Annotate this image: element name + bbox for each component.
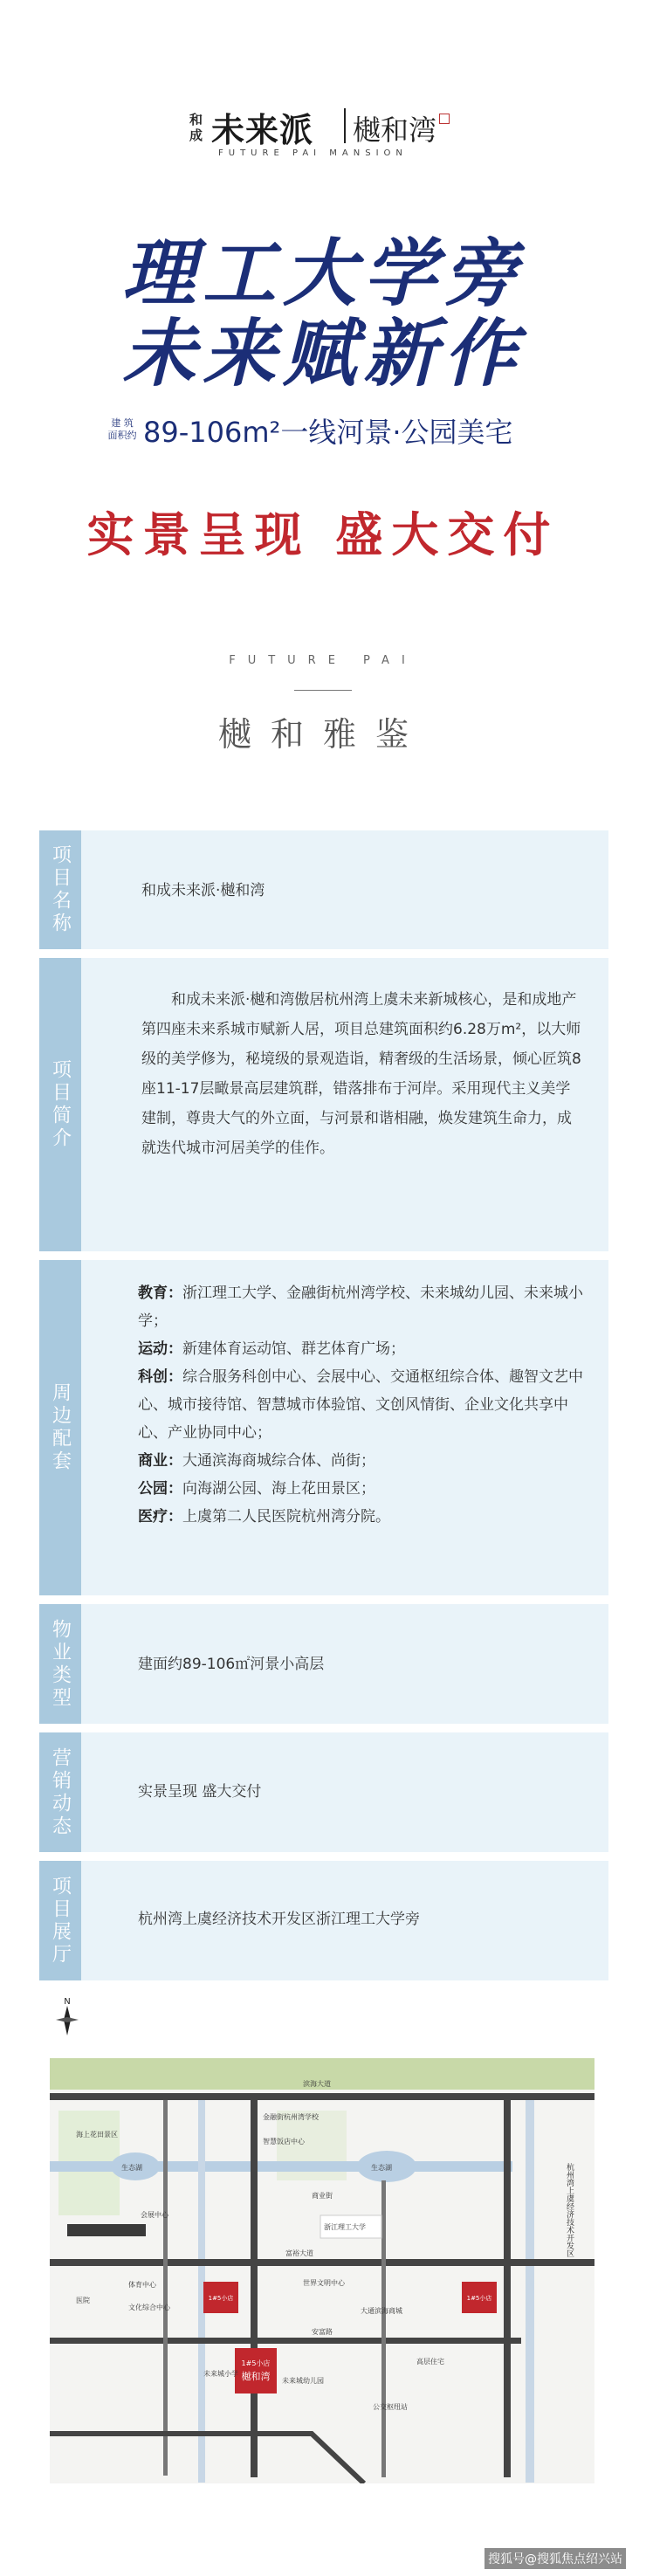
area-label: 建 筑 面积约: [107, 417, 137, 441]
info-label-type: 物业类型: [39, 1604, 81, 1724]
svg-text:医院: 医院: [76, 2297, 90, 2304]
area-text: 89-106m²一线河景·公园美宅: [143, 416, 513, 449]
info-text-marketing: 实景呈现 盛大交付: [138, 1783, 262, 1801]
surr-item-edu: 教育：浙江理工大学、金融街杭州湾学校、未来城幼儿园、未来城小学；: [138, 1285, 583, 1330]
compass-icon: [54, 1995, 80, 2035]
tagline: 实景呈现 盛大交付: [86, 507, 560, 562]
info-text-type: 建面约89-106㎡河景小高层: [138, 1656, 325, 1673]
svg-text:安富路: 安富路: [312, 2328, 333, 2336]
future-pai-label: FUTURE PAI: [229, 654, 417, 667]
logo-small-text: 和成: [189, 112, 203, 143]
svg-text:文化综合中心: 文化综合中心: [128, 2304, 170, 2311]
road-wenchuang: [251, 2093, 258, 2477]
svg-text:N: N: [64, 1997, 71, 2007]
svg-text:未来城幼儿园: 未来城幼儿园: [282, 2377, 324, 2385]
info-label-surroundings: 周边配套: [39, 1260, 81, 1595]
logo-main-text: 未来派: [211, 111, 314, 149]
svg-text:金融街杭州湾学校: 金融街杭州湾学校: [263, 2113, 319, 2121]
svg-text:未来城小学: 未来城小学: [203, 2370, 238, 2378]
svg-text:1#5小店: 1#5小店: [241, 2359, 271, 2367]
info-text-intro: 和成未来派·樾和湾傲居杭州湾上虞未来新城核心，是和成地产第四座未来系城市赋新人居，项目总建筑面积约6.28万m²，以大师级的美学修为，秘境级的景观造诣，精奢级的生活场景，倾心匠筑8座11-17层瞰景高层建筑群，错落排布于河岸。采用现代主义美学建制，尊贵大气的外立面，与河景和谐相融，焕发建筑生命力，成就迭代城市河居美学的佳作。: [141, 991, 581, 1157]
svg-text:公交枢纽站: 公交枢纽站: [373, 2403, 408, 2411]
surr-item-med: 医疗：上虞第二人民医院杭州湾分院。: [138, 1508, 390, 1526]
location-map: [50, 2058, 594, 2483]
logo-second-text: 樾和湾: [353, 114, 437, 147]
svg-text:滨海大道: 滨海大道: [303, 2080, 331, 2088]
info-text-showroom: 杭州湾上虞经济技术开发区浙江理工大学旁: [138, 1911, 420, 1928]
road-fuyu: [50, 2259, 594, 2266]
surr-item-tech: 科创：综合服务科创中心、会展中心、交通枢纽综合体、趣智文艺中心、城市接待馆、智慧城市体验馆、文创风情街、企业文化共享中心、产业协同中心；: [138, 1368, 583, 1442]
surr-item-biz: 商业：大通滨海商城综合体、尚街；: [138, 1452, 375, 1470]
section-title: 樾和雅鉴: [217, 715, 428, 754]
logo-divider: [344, 108, 346, 143]
svg-text:高层住宅: 高层住宅: [416, 2358, 444, 2366]
road-guihua: [163, 2100, 168, 2476]
surr-item-park: 公园：向海湖公园、海上花田景区；: [138, 1480, 375, 1498]
surr-item-sport: 运动：新建体育运动馆、群艺体育广场；: [138, 1340, 405, 1358]
svg-text:杭州湾上虞经济技术开发区: 杭州湾上虞经济技术开发区: [565, 2163, 574, 2257]
watermark: 搜狐号@搜狐焦点绍兴站: [484, 2548, 626, 2569]
info-label-name: 项目名称: [39, 830, 81, 949]
info-row-marketing: [39, 1732, 608, 1852]
svg-text:1#5小店: 1#5小店: [466, 2295, 492, 2302]
svg-text:商业街: 商业街: [312, 2192, 333, 2200]
info-label-marketing: 营销动态: [39, 1732, 81, 1852]
map-river-right: [526, 2098, 534, 2483]
headline-line2: 未来赋新作: [121, 311, 524, 396]
svg-text:体育中心: 体育中心: [128, 2281, 156, 2289]
svg-text:大通滨海商城: 大通滨海商城: [361, 2307, 402, 2315]
svg-text:生态湖: 生态湖: [371, 2164, 392, 2172]
svg-text:1#5小店: 1#5小店: [208, 2295, 234, 2302]
info-label-intro: 项目简介: [39, 958, 81, 1251]
road-anfu: [50, 2338, 521, 2344]
logo-subtitle: FUTURE PAI MANSION: [218, 148, 408, 158]
road-shengsheng: [504, 2093, 511, 2477]
svg-text:智慧饭店中心: 智慧饭店中心: [263, 2138, 305, 2146]
headline-line1: 理工大学旁: [121, 231, 524, 316]
info-text-name: 和成未来派·樾和湾: [141, 882, 265, 899]
info-surroundings-list: [138, 1279, 585, 1531]
svg-text:浙江理工大学: 浙江理工大学: [324, 2223, 366, 2231]
svg-text:会展中心: 会展中心: [141, 2211, 168, 2219]
svg-text:海上花田景区: 海上花田景区: [76, 2131, 118, 2139]
logo-seal-icon: [439, 114, 450, 124]
svg-text:生态湖: 生态湖: [121, 2164, 142, 2172]
section-divider: [294, 690, 352, 691]
svg-text:樾和湾: 樾和湾: [241, 2371, 271, 2382]
road-binhai: [50, 2093, 594, 2100]
svg-text:世界文明中心: 世界文明中心: [303, 2279, 345, 2287]
info-label-showroom: 项目展厅: [39, 1861, 81, 1980]
svg-text:富裕大道: 富裕大道: [285, 2249, 313, 2257]
info-row-name: [39, 830, 608, 949]
